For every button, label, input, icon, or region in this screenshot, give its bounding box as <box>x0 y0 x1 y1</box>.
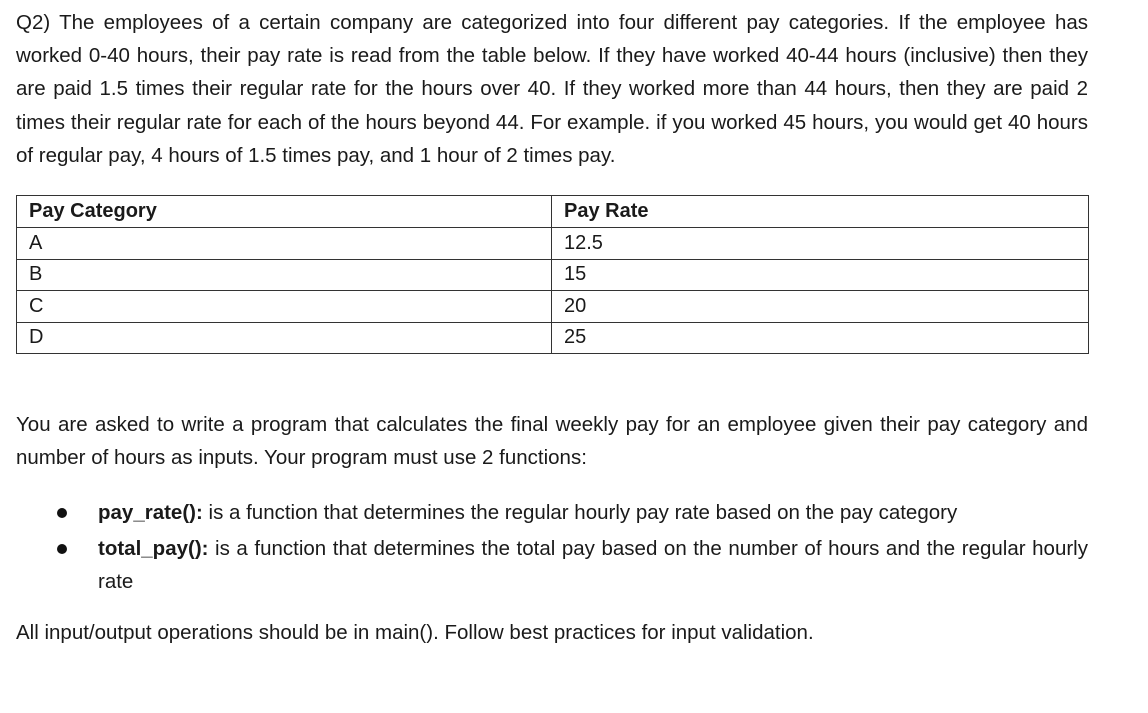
closing-instructions: All input/output operations should be in main(). Follow best practices for input validation. <box>16 620 814 644</box>
document-page <box>16 6 1088 649</box>
table-row <box>17 291 1089 323</box>
list-item <box>16 496 1088 530</box>
function-description: is a function that determines the regular hourly pay rate based on the pay category <box>202 501 958 525</box>
pay-rate-table <box>16 195 1089 354</box>
bullet-icon <box>57 508 67 518</box>
function-name: total_pay(): <box>98 536 209 560</box>
bullet-icon <box>57 544 67 554</box>
cell-category: B <box>17 259 552 291</box>
task-description: You are asked to write a program that calculates the final weekly pay for an employee given their pay category and number of hours as inputs. Your program must use 2 functions: <box>16 413 1088 470</box>
header-pay-rate: Pay Rate <box>552 196 1089 228</box>
header-pay-category: Pay Category <box>17 196 552 228</box>
function-list <box>16 496 1088 599</box>
table-row <box>17 322 1089 354</box>
function-description: is a function that determines the total pay based on the number of hours and the regular hourly rate <box>98 536 1088 594</box>
function-name: pay_rate(): <box>98 501 203 525</box>
cell-rate: 25 <box>552 322 1089 354</box>
cell-rate: 12.5 <box>552 228 1089 260</box>
table-row <box>17 259 1089 291</box>
question-intro: Q2) The employees of a certain company are categorized into four different pay categories. If the employee has worked 0-40 hours, their pay rate is read from the table below. If they have worked 40-44 hours (inclusive) then they are paid 1.5 times their regular rate for the hours over 40. If they worked more than 44 hours, then they are paid 2 times their regular rate for each of the hours beyond 44. For example. if you worked 45 hours, you would get 40 hours of regular pay, 4 hours of 1.5 times pay, and 1 hour of 2 times pay. <box>16 11 1088 167</box>
cell-category: D <box>17 322 552 354</box>
table-header-row <box>17 196 1089 228</box>
cell-category: C <box>17 291 552 323</box>
cell-rate: 20 <box>552 291 1089 323</box>
list-item <box>16 532 1088 599</box>
cell-category: A <box>17 228 552 260</box>
table-row <box>17 228 1089 260</box>
cell-rate: 15 <box>552 259 1089 291</box>
